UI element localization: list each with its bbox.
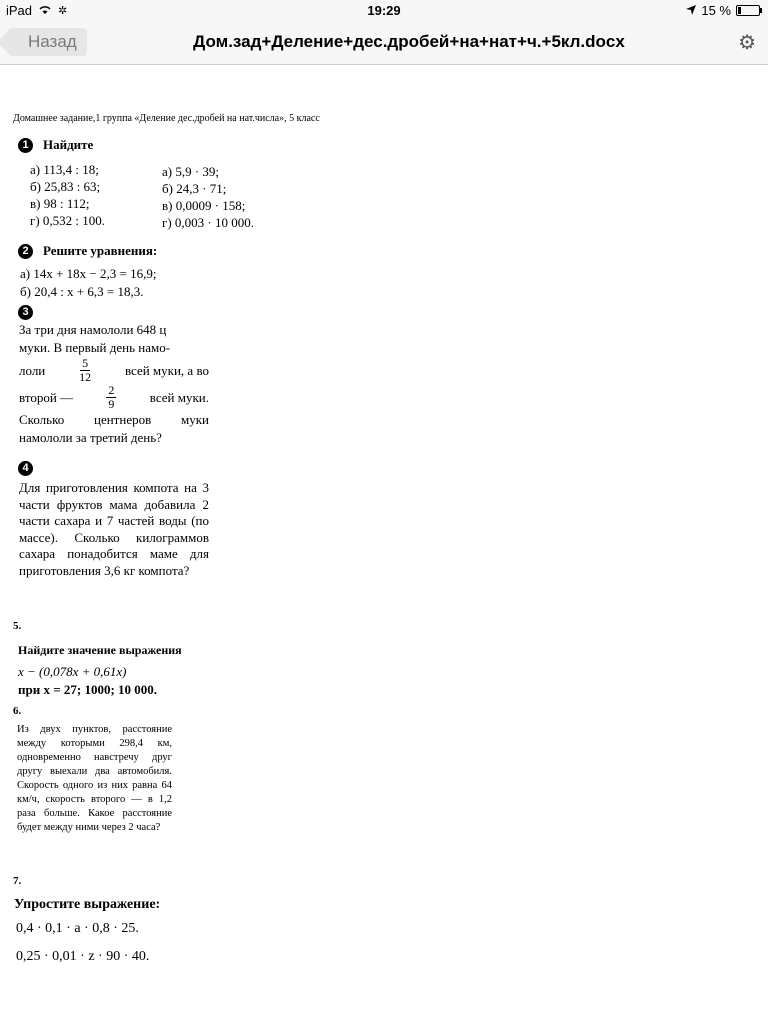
battery-icon bbox=[736, 5, 760, 16]
task-5-expression bbox=[18, 663, 157, 699]
task-1-title: Найдите bbox=[43, 137, 94, 152]
task-7-title: Упростите выражение: bbox=[14, 897, 161, 912]
task-7-number: 7. bbox=[13, 875, 22, 887]
doc-header: Домашнее задание,1 группа «Деление дес.дробей на нат.числа», 5 класс bbox=[13, 113, 320, 124]
text-line: намололи за третий день? bbox=[19, 430, 162, 445]
task-1-column-2 bbox=[162, 163, 254, 231]
task-2-number: 2 bbox=[18, 244, 33, 259]
list-item: в) 0,0009 · 158; bbox=[162, 198, 246, 213]
task-3-text bbox=[19, 321, 209, 447]
status-time: 19:29 bbox=[367, 3, 401, 18]
task-1-column-1 bbox=[30, 161, 105, 229]
task-6-number: 6. bbox=[13, 705, 22, 717]
denominator: 9 bbox=[108, 397, 115, 411]
list-item: а) 5,9 · 39; bbox=[162, 164, 220, 179]
navigation-bar bbox=[0, 20, 768, 65]
task-4-heading bbox=[18, 459, 39, 477]
task-2-title: Решите уравнения: bbox=[43, 243, 158, 258]
fraction bbox=[106, 384, 116, 411]
task-5-number: 5. bbox=[13, 620, 22, 632]
status-bar bbox=[0, 0, 768, 20]
task-6-text: Из двух пунктов, расстояние между которыми 298,4 км, одновременно навстречу друг другу выехали два автомобиля. Скорость одного из них равна 64 км/ч, скорость второго — в 1,2 раза больше. Какое расстояние будет между ними через 2 часа? bbox=[17, 724, 172, 833]
activity-spinner-icon: ✲ bbox=[58, 5, 68, 17]
expression: x − (0,078x + 0,61x) bbox=[18, 664, 127, 679]
task-2-equations bbox=[20, 265, 156, 301]
task-7-expression-2: 0,25 · 0,01 · z · 90 · 40. bbox=[16, 949, 150, 964]
list-item: а) 113,4 : 18; bbox=[30, 162, 99, 177]
list-item: б) 24,3 · 71; bbox=[162, 181, 227, 196]
text-line: муки. В первый день намо- bbox=[19, 340, 171, 355]
task-2-heading bbox=[18, 242, 157, 260]
condition: при x = 27; 1000; 10 000. bbox=[18, 682, 158, 697]
fraction bbox=[79, 357, 91, 384]
text-line: За три дня намололи 648 ц bbox=[19, 322, 167, 337]
task-7-expression-1: 0,4 · 0,1 · a · 0,8 · 25. bbox=[16, 921, 139, 936]
list-item: б) 25,83 : 63; bbox=[30, 179, 101, 194]
text-line bbox=[19, 357, 209, 384]
numerator: 5 bbox=[82, 356, 89, 370]
device-label: iPad bbox=[6, 3, 33, 18]
text-fragment: всей муки, а во bbox=[124, 362, 209, 378]
list-item: г) 0,532 : 100. bbox=[30, 213, 106, 228]
text-fragment: всей муки. bbox=[149, 389, 209, 405]
back-button[interactable]: Назад bbox=[8, 28, 87, 56]
denominator: 12 bbox=[79, 370, 92, 384]
list-item: в) 98 : 112; bbox=[30, 196, 90, 211]
numerator: 2 bbox=[108, 383, 115, 397]
equation: б) 20,4 : x + 6,3 = 18,3. bbox=[20, 284, 144, 299]
text-fragment: второй — bbox=[19, 389, 74, 405]
document-title: Дом.зад+Деление+дес.дробей+на+нат+ч.+5кл.docx bbox=[193, 32, 625, 51]
task-4-text: Для приготовления компота на 3 части фруктов мама добавила 2 части сахара и 7 частей воды (по массе). Сколько килограммов сахара понадобится маме для приготовления 3,6 кг компота? bbox=[19, 480, 209, 578]
task-4-number: 4 bbox=[18, 461, 33, 476]
text-line: Сколько центнеров муки bbox=[19, 412, 209, 427]
text-line bbox=[19, 384, 209, 411]
task-1-number: 1 bbox=[18, 138, 33, 153]
task-3-heading bbox=[18, 303, 39, 321]
equation: а) 14x + 18x − 2,3 = 16,9; bbox=[20, 266, 157, 281]
document-view bbox=[0, 65, 768, 1024]
task-5-title: Найдите значение выражения bbox=[18, 643, 182, 657]
location-arrow-icon bbox=[686, 3, 696, 18]
list-item: г) 0,003 · 10 000. bbox=[162, 215, 254, 230]
task-1-heading bbox=[18, 136, 93, 154]
text-fragment: лоли bbox=[19, 362, 46, 378]
task-3-number: 3 bbox=[18, 305, 33, 320]
battery-percent: 15 % bbox=[701, 3, 731, 18]
settings-icon[interactable]: ⚙ bbox=[738, 32, 756, 54]
